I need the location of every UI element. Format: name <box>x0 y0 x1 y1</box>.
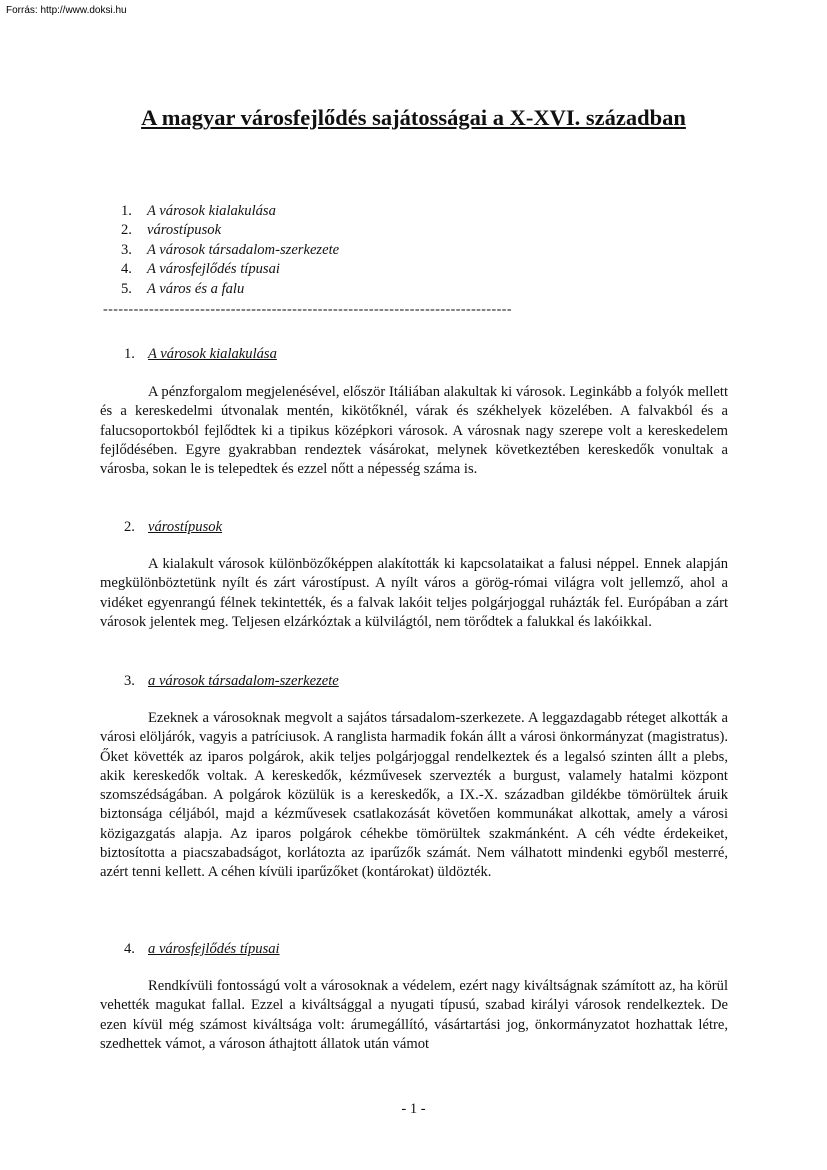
toc-item-label: A város és a falu <box>147 280 245 297</box>
toc-item-number: 2. <box>121 222 132 239</box>
section-paragraph-3: Ezeknek a városoknak megvolt a sajátos társadalom-szerkezete. A leggazdagabb réteget alkották a városi elöljárók, vagyis a patríciusok. A ranglista harmadik fokán állt a városi önkormányzat (magistratus). Őket követték az iparos polgárok, akik teljes polgárjoggal rendelkeztek és a legalsó szinten állt a plebs, akik kereskedők voltak. A kereskedők, kézművesek szervezték a burgust, valamely hatalmi központ szomszédságában. A polgárok közülük is a kereskedők, a IX.-X. században gildékbe tömörültek áruik biztonsága céljából, majd a kézművesek csatlakozását követően kommunákat alkottak, amely a városi közigazgatás alapja. Az iparos polgárok céhekbe tömörültek szakmánként. A céh védte érdekeiket, biztosította a piacszabadságot, korlátozta az iparűzők számát. Nem válhatott mindenki egyből mesterré, azért tenni kellett. A céhen kívüli iparűzőket (kontárokat) üldözték. <box>100 710 728 881</box>
source-note: Forrás: http://www.doksi.hu <box>6 5 127 16</box>
section-heading-4 <box>124 940 280 958</box>
toc-item-number: 4. <box>121 261 132 278</box>
toc-item <box>121 202 339 221</box>
section-title: a városok társadalom-szerkezete <box>148 673 339 689</box>
table-of-contents <box>121 202 339 299</box>
toc-item-label: A városok társadalom-szerkezete <box>147 241 340 258</box>
section-number: 3. <box>124 673 135 689</box>
section-paragraph-2: A kialakult városok különbözőképpen alakították ki kapcsolataikat a falusi néppel. Ennek alapján megkülönböztetünk nyílt és zárt várostípust. A nyílt város a görög-római világra volt jellemző, ahol a vidéket egyenrangú félnek tekintették, és a falvak lakóit teljes polgárjoggal ruházták fel. Európában a zárt városok jelentek meg. Teljesen elzárkóztak a külvilágtól, nem törődtek a falukkal és lakóikkal. <box>100 556 728 630</box>
toc-item <box>121 241 339 260</box>
toc-item-label: A városok kialakulása <box>147 203 276 219</box>
toc-item-label: várostípusok <box>147 222 222 239</box>
section-heading-3 <box>124 672 339 690</box>
toc-item-number: 1. <box>121 203 132 219</box>
toc-item-number: 5. <box>121 280 132 297</box>
section-paragraph-1: A pénzforgalom megjelenésével, először Itáliában alakultak ki városok. Leginkább a folyók mellett és a kereskedelmi útvonalak mentén, kikötőknél, várak és székhelyek közelében. A falvakból és a falucsoportokból fejlődtek ki a tipikus középkori városok. A városnak nagy szerepe volt a kereskedelem fejlődésében. Egyre gyakrabban rendeztek vásárokat, melynek következtében kereskedők vonultak a városba, sokan le is telepedtek és ezzel nőtt a népesség száma is. <box>100 384 728 478</box>
section-paragraph-4: Rendkívüli fontosságú volt a városoknak a védelem, ezért nagy kiváltságnak számított az, ha körül vehették magukat fallal. Ezzel a kiváltsággal a nyugati típusú, szabad királyi városok rendelkeztek. De ezen kívül még számost kiváltsága volt: árumegállító, vásártartási jog, önkormányzatot hozhattak létre, szedhettek vámot, a városon áthajtott állatok után vámot <box>100 978 728 1052</box>
section-number: 4. <box>124 941 135 957</box>
document-title: A magyar városfejlődés sajátosságai a X-XVI. században <box>141 105 686 130</box>
dashed-divider: -------------------------------------------------------------------------------- <box>103 302 512 317</box>
section-title: a városfejlődés típusai <box>148 941 280 957</box>
section-number: 1. <box>124 346 135 362</box>
section-title: A városok kialakulása <box>148 346 277 362</box>
toc-item-number: 3. <box>121 241 132 258</box>
toc-item <box>121 221 339 240</box>
section-heading-2 <box>124 518 222 536</box>
toc-item-label: A városfejlődés típusai <box>147 261 280 278</box>
section-heading-1 <box>124 345 277 363</box>
section-number: 2. <box>124 519 135 535</box>
page-number: - 1 - <box>401 1101 426 1117</box>
toc-item <box>121 280 339 299</box>
section-title: várostípusok <box>148 519 223 535</box>
toc-item <box>121 260 339 279</box>
